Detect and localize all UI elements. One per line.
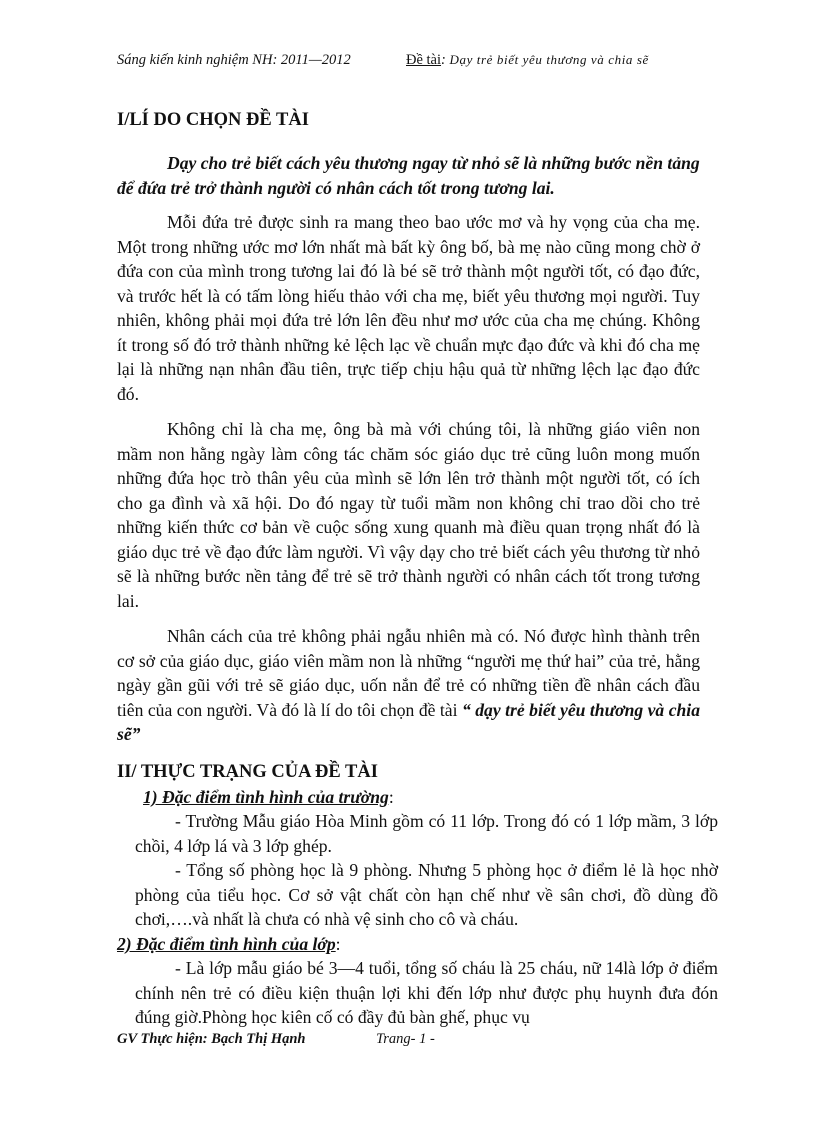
page-footer — [117, 1031, 435, 1048]
header-topic: Đề tài: Dạy trẻ biết yêu thương và chia sẽ — [406, 52, 649, 68]
subsection-1-heading: 1) Đặc điểm tình hình của trường: — [143, 787, 394, 807]
footer-page-number: Trang- 1 - — [376, 1031, 435, 1047]
section-1-paragraph-2: Không chỉ là cha mẹ, ông bà mà với chúng tôi, là những giáo viên non mầm non hằng ngày làm công tác chăm sóc giáo dục trẻ cũng luôn mong muốn những đứa học trò thân yêu của mình sẽ lớn lên trở thành một người tốt, có ích cho ga đình và xã hội. Do đó ngay từ tuổi mầm non không chỉ trao dồi cho trẻ những kiến thức cơ bản về cuộc sống xung quanh mà điều quan trọng nhất đó là giáo dục trẻ về đạo đức làm người. Vì vậy dạy cho trẻ biết cách yêu thương từ nhỏ sẽ là những bước nền tảng để trẻ sẽ trở thành người có nhân cách tốt trong tương lai. — [117, 419, 700, 611]
section-1-heading: I/LÍ DO CHỌN ĐỀ TÀI — [117, 110, 309, 130]
section-1-paragraph-3: Nhân cách của trẻ không phải ngẫu nhiên mà có. Nó được hình thành trên cơ sở của giáo dục, giáo viên mầm non là những “người mẹ thứ hai” của trẻ, hằng ngày gần gũi với trẻ sẽ giáo dục, uốn nắn để trẻ có những tiền đề nhân cách đầu tiên của con người. Và đó là lí do tôi chọn đề tài “ dạy trẻ biết yêu thương và chia sẽ” — [117, 626, 700, 744]
section-1-paragraph-1: Mỗi đứa trẻ được sinh ra mang theo bao ước mơ và hy vọng của cha mẹ. Một trong những ước mơ lớn nhất mà bất kỳ ông bố, bà mẹ nào cũng mong chờ ở đứa con của mình trong tương lai đó là bé sẽ trở thành một người tốt, có đạo đức, và trước hết là có tấm lòng hiếu thảo với cha mẹ, biết yêu thương mọi người. Tuy nhiên, không phải mọi đứa trẻ lớn lên đều như mơ ước của cha mẹ chúng. Không ít trong số đó trở thành những kẻ lệch lạc về chuẩn mực đạo đức và khi đó cha mẹ lại là những nạn nhân đầu tiên, trực tiếp chịu hậu quả từ những lệch lạc đạo đức đó. — [117, 212, 700, 404]
school-bullet-2: - Tổng số phòng học là 9 phòng. Nhưng 5 phòng học ở điểm lẻ là học nhờ phòng của tiểu học. Cơ sở vật chất còn hạn chế như về sân chơi, đồ dùng đồ chơi,….và nhất là chưa có nhà vệ sinh cho cô và cháu. — [135, 860, 718, 929]
section-1-lead: Dạy cho trẻ biết cách yêu thương ngay từ nhỏ sẽ là những bước nền tảng để đứa trẻ trở thành người có nhân cách tốt trong tương lai. — [117, 153, 700, 198]
header-topic-label: Đề tài — [406, 52, 442, 68]
header-topic-text: Dạy trẻ biết yêu thương và chia sẽ — [449, 52, 649, 67]
footer-author: GV Thực hiện: Bạch Thị Hạnh — [117, 1031, 306, 1047]
header-initiative-year: Sáng kiến kinh nghiệm NH: 2011—2012 — [117, 52, 351, 68]
class-bullet-1: - Là lớp mẫu giáo bé 3—4 tuổi, tổng số cháu là 25 cháu, nữ 14là lớp ở điểm chính nên trẻ có điều kiện thuận lợi khi đến lớp như được phụ huynh đưa đón đúng giờ.Phòng học kiên cố có đầy đủ bàn ghế, phục vụ — [135, 958, 718, 1027]
topic-quote: “ dạy trẻ biết yêu thương và chia sẽ” — [117, 699, 700, 744]
section-2-heading: II/ THỰC TRẠNG CỦA ĐỀ TÀI — [117, 762, 378, 782]
school-bullet-1: - Trường Mẫu giáo Hòa Minh gồm có 11 lớp. Trong đó có 1 lớp mầm, 3 lớp chồi, 4 lớp lá và 3 lớp ghép. — [135, 811, 718, 856]
subsection-2-heading: 2) Đặc điểm tình hình của lớp: — [117, 934, 341, 954]
